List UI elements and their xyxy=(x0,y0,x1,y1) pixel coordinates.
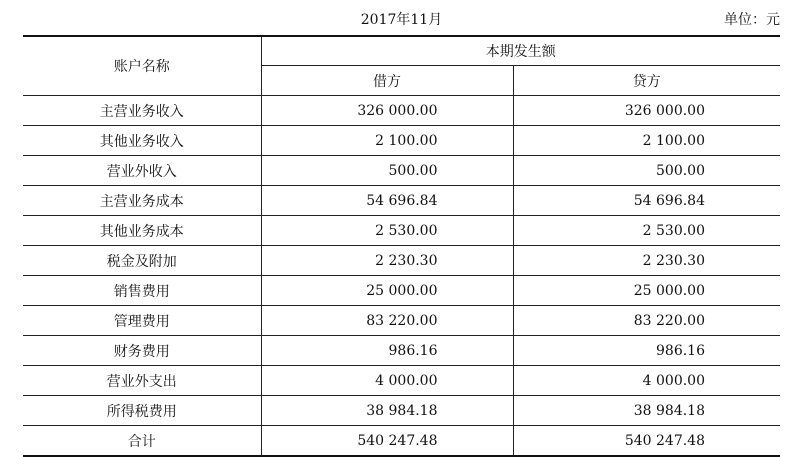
debit-amount-cell: 500.00 xyxy=(261,156,513,186)
credit-amount-cell: 2 230.30 xyxy=(513,246,780,276)
debit-amount-cell: 986.16 xyxy=(261,336,513,366)
debit-amount-cell: 54 696.84 xyxy=(261,186,513,216)
account-name-cell: 主营业务收入 xyxy=(23,96,261,126)
table-row xyxy=(23,276,780,306)
debit-amount-cell: 4 000.00 xyxy=(261,366,513,396)
credit-amount-cell: 4 000.00 xyxy=(513,366,780,396)
account-name-cell: 税金及附加 xyxy=(23,246,261,276)
debit-amount-cell: 25 000.00 xyxy=(261,276,513,306)
account-name-cell: 财务费用 xyxy=(23,336,261,366)
account-name-header: 账户名称 xyxy=(23,36,261,96)
debit-amount-cell: 326 000.00 xyxy=(261,96,513,126)
account-name-cell: 销售费用 xyxy=(23,276,261,306)
credit-amount-cell: 2 100.00 xyxy=(513,126,780,156)
table-row xyxy=(23,396,780,426)
debit-amount-cell: 38 984.18 xyxy=(261,396,513,426)
credit-amount-cell: 25 000.00 xyxy=(513,276,780,306)
table-row xyxy=(23,96,780,126)
account-name-cell: 营业外支出 xyxy=(23,366,261,396)
credit-amount-cell: 986.16 xyxy=(513,336,780,366)
total-row xyxy=(23,426,780,457)
credit-amount-cell: 326 000.00 xyxy=(513,96,780,126)
credit-header: 贷方 xyxy=(513,66,780,96)
account-name-cell: 主营业务成本 xyxy=(23,186,261,216)
account-name-cell: 其他业务收入 xyxy=(23,126,261,156)
debit-amount-cell: 2 230.30 xyxy=(261,246,513,276)
credit-amount-cell: 83 220.00 xyxy=(513,306,780,336)
table-row xyxy=(23,336,780,366)
header-row-group xyxy=(23,36,780,66)
table-row xyxy=(23,366,780,396)
credit-amount-cell: 54 696.84 xyxy=(513,186,780,216)
debit-amount-cell: 2 100.00 xyxy=(261,126,513,156)
table-row xyxy=(23,246,780,276)
period-label: 2017年11月 xyxy=(360,12,443,28)
debit-amount-cell: 2 530.00 xyxy=(261,216,513,246)
ledger-table xyxy=(23,35,780,457)
credit-amount-cell: 540 247.48 xyxy=(513,426,780,457)
table-row xyxy=(23,186,780,216)
period-amount-header: 本期发生额 xyxy=(261,36,780,66)
table-row xyxy=(23,156,780,186)
credit-amount-cell: 38 984.18 xyxy=(513,396,780,426)
account-name-cell: 营业外收入 xyxy=(23,156,261,186)
table-row xyxy=(23,126,780,156)
account-name-cell: 合计 xyxy=(23,426,261,457)
credit-amount-cell: 2 530.00 xyxy=(513,216,780,246)
table-header xyxy=(23,36,780,96)
account-name-cell: 所得税费用 xyxy=(23,396,261,426)
credit-amount-cell: 500.00 xyxy=(513,156,780,186)
table-row xyxy=(23,306,780,336)
account-name-cell: 其他业务成本 xyxy=(23,216,261,246)
table-caption xyxy=(23,0,780,36)
debit-amount-cell: 83 220.00 xyxy=(261,306,513,336)
unit-label: 单位：元 xyxy=(724,12,780,28)
table-row xyxy=(23,216,780,246)
table-body xyxy=(23,96,780,457)
debit-header: 借方 xyxy=(261,66,513,96)
debit-amount-cell: 540 247.48 xyxy=(261,426,513,457)
account-name-cell: 管理费用 xyxy=(23,306,261,336)
